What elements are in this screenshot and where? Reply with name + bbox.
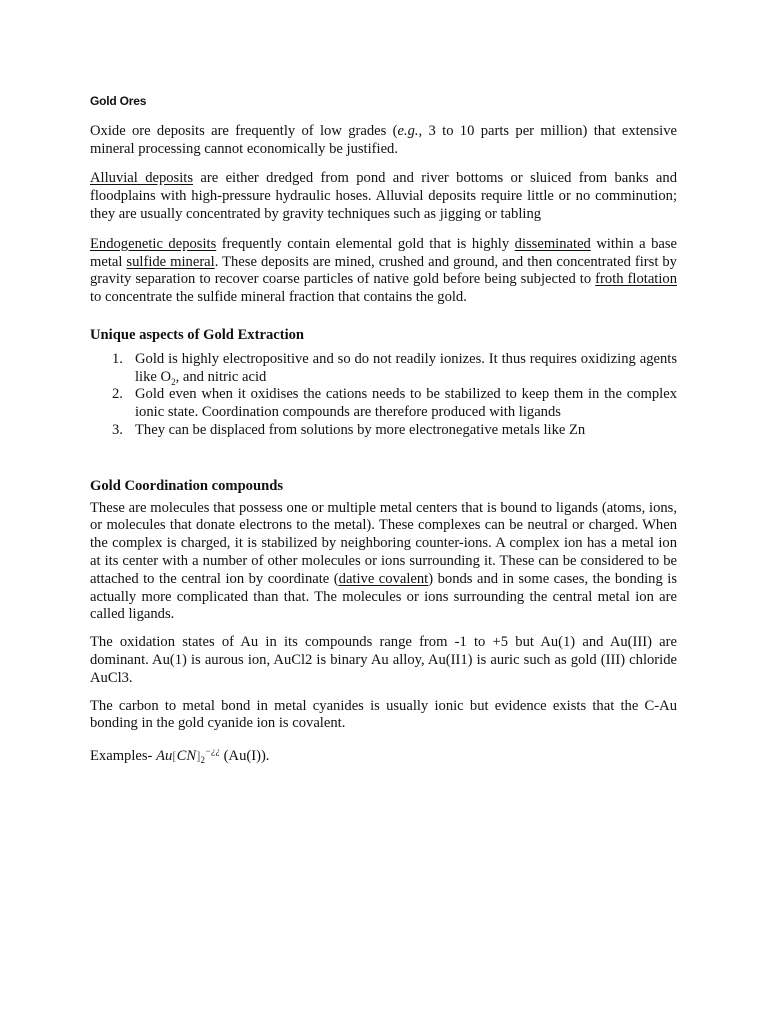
list-item (90, 351, 677, 387)
text: , and nitric acid (175, 368, 267, 385)
examples-label: Examples- (90, 748, 157, 765)
paragraph-endogenetic (90, 236, 677, 307)
heading-unique-aspects: Unique aspects of Gold Extraction (90, 326, 305, 343)
text: within a base metal (90, 235, 677, 270)
text: These are molecules that possess one or multiple metal centers that is bound to ligands (atoms, ions, or molecules that donate electrons to the metal). These complexes can be neutral or charged. When the complex is charged, it is stabilized by neighboring counter-ions. A complex ion has a metal ion at its center with a number of other molecules or ions surrounding it. These can be considered to be attached to the central ion by coordinate ( (90, 499, 677, 587)
link-dative-covalent[interactable]: dative covalent (338, 570, 429, 587)
spacer (90, 440, 677, 478)
text: 3 to 10 parts per million) that extensive mineral processing cannot economically be justified. (90, 122, 678, 157)
unique-aspects-list (90, 351, 677, 440)
text: frequently contain elemental gold that is highly (216, 235, 515, 252)
list-number: 3. (112, 421, 123, 438)
list-item (90, 386, 677, 422)
paragraph-carbon-bond: The carbon to metal bond in metal cyanides is usually ionic but evidence exists that the C-Au bonding in the gold cyanide ion is covalent. (90, 697, 677, 732)
text: . These deposits are mined, crushed and ground, and then concentrated first by gravity separation to recover coarse particles of native gold before being subjected to (90, 253, 677, 288)
formula-cn: CN (176, 748, 197, 765)
formula-bracket: ] (196, 748, 201, 764)
link-alluvial-deposits[interactable]: Alluvial deposits (90, 170, 194, 187)
paragraph-coordination (90, 500, 677, 625)
text: Gold even when it oxidises the cations needs to be stabilized to keep them in the complex ionic state. Coordination compounds are therefore produced with ligands (135, 386, 677, 421)
list-item (90, 422, 677, 440)
formula-superscript: −¿¿ (204, 746, 221, 757)
link-sulfide-mineral[interactable]: sulfide mineral (126, 253, 215, 270)
text: They can be displaced from solutions by more electronegative metals like Zn (135, 421, 586, 438)
heading-gold-ores: Gold Ores (90, 94, 147, 108)
paragraph-alluvial (90, 170, 677, 223)
link-froth-flotation[interactable]: froth flotation (595, 271, 677, 288)
text: Gold is highly electropositive and so do not readily ionizes. It thus requires oxidizing agents like O (135, 350, 677, 385)
heading-gold-coordination: Gold Coordination compounds (90, 477, 284, 494)
formula-au: Au (156, 748, 173, 765)
examples-suffix: (Au(I)). (220, 748, 270, 765)
text: are either dredged from pond and river bottoms or sluiced from banks and floodplains with high-pressure hydraulic hoses. Alluvial deposits require little or no comminution; they are usually concentrated by gravity techniques such as jigging or tabling (90, 170, 677, 222)
text: to concentrate the sulfide mineral fraction that contains the gold. (90, 289, 467, 306)
text-eg: e.g., (397, 122, 423, 139)
paragraph-examples (90, 743, 677, 770)
paragraph-oxidation-states: The oxidation states of Au in its compounds range from -1 to +5 but Au(1) and Au(III) are dominant. Au(1) is aurous ion, AuCl2 is binary Au alloy, Au(II1) is auric such as gold (III) chloride AuCl3. (90, 634, 677, 686)
paragraph-oxide-ore (90, 123, 677, 159)
link-disseminated[interactable]: disseminated (514, 235, 591, 252)
formula-bracket: [ (172, 748, 177, 764)
formula-subscript: 2 (200, 755, 205, 766)
document-page (90, 93, 677, 782)
link-endogenetic-deposits[interactable]: Endogenetic deposits (90, 235, 217, 252)
list-number: 1. (112, 350, 123, 367)
list-number: 2. (112, 386, 123, 403)
text: ) bonds and in some cases, the bonding is actually more complicated than that. The molecules or ions surrounding the central metal ion are called ligands. (90, 570, 677, 623)
subscript: 2 (171, 376, 176, 387)
text: Oxide ore deposits are frequently of low grades ( (90, 122, 398, 139)
